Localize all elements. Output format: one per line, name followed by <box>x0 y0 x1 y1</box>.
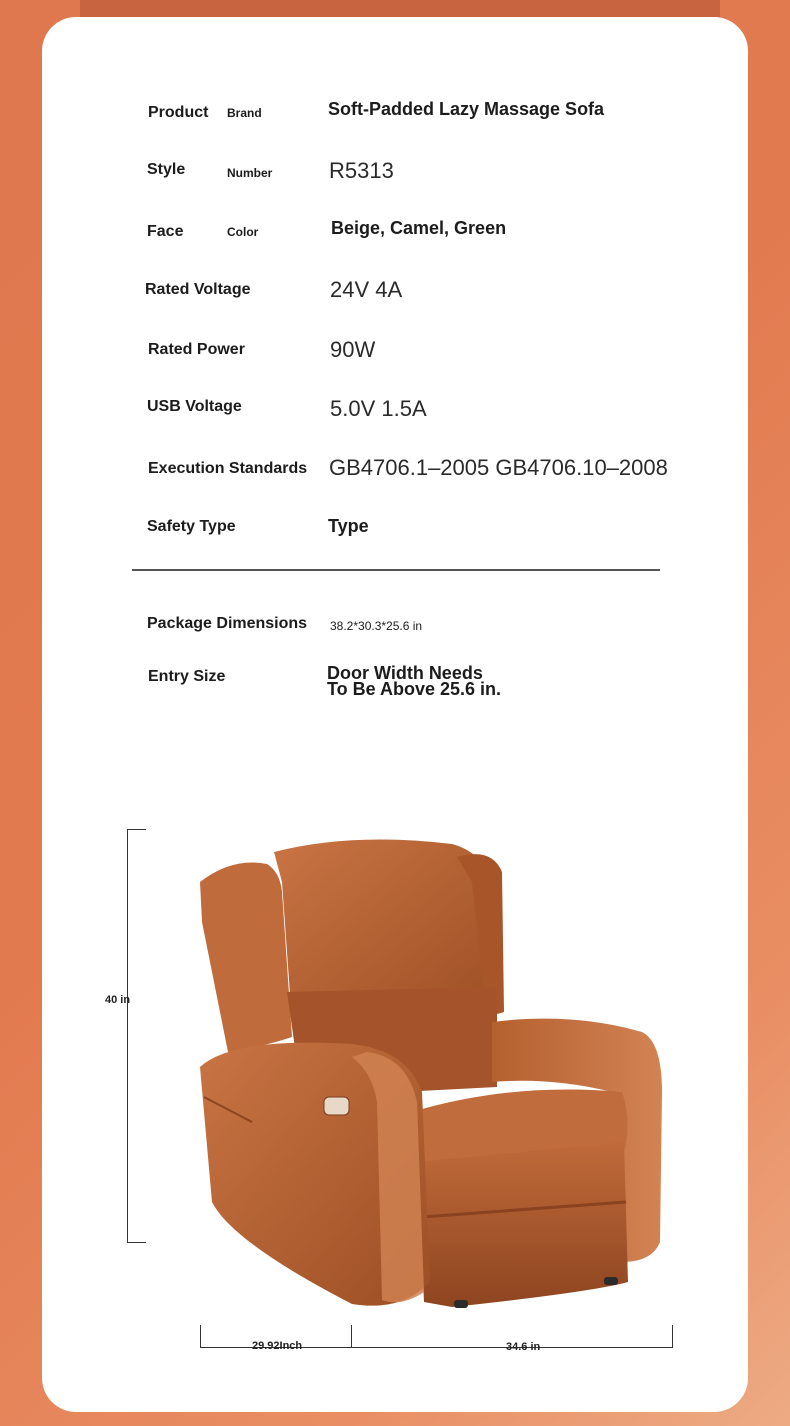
depth-dimension-label: 29.92Inch <box>252 1340 303 1352</box>
package-dimensions-label: Package Dimensions <box>147 615 308 632</box>
rated-power-label: Rated Power <box>148 341 245 358</box>
rated-power-value: 90W <box>330 337 376 362</box>
spec-card <box>42 17 748 1412</box>
face-sub-label: Color <box>227 225 259 239</box>
height-dimension-top-tick <box>127 829 146 830</box>
product-value: Soft-Padded Lazy Massage Sofa <box>328 99 605 119</box>
entry-size-label: Entry Size <box>148 668 226 685</box>
recliner-chair-image <box>192 822 672 1312</box>
package-dimensions-value: 38.2*30.3*25.6 in <box>330 619 423 633</box>
background-chair-strip <box>80 0 720 18</box>
style-label: Style <box>147 161 186 178</box>
height-dimension-label: 40 in <box>105 994 131 1006</box>
face-label: Face <box>147 223 184 240</box>
width-dimension-right-tick <box>672 1325 673 1348</box>
width-dimension-left-tick <box>200 1325 201 1348</box>
product-label: Product <box>148 104 209 121</box>
usb-voltage-label: USB Voltage <box>147 398 242 415</box>
product-sub-label: Brand <box>227 106 262 120</box>
usb-voltage-value: 5.0V 1.5A <box>330 396 427 421</box>
execution-standards-value: GB4706.1–2005 GB4706.10–2008 <box>329 455 668 480</box>
style-value: R5313 <box>329 158 394 183</box>
execution-standards-label: Execution Standards <box>148 460 308 477</box>
face-value: Beige, Camel, Green <box>331 218 507 238</box>
section-divider <box>132 569 660 571</box>
height-dimension-line <box>127 829 128 1243</box>
width-dimension-mid-tick <box>351 1325 352 1348</box>
entry-size-value-line2: To Be Above 25.6 in. <box>327 679 502 699</box>
safety-type-value: Type <box>328 516 369 536</box>
rated-voltage-value: 24V 4A <box>330 277 403 302</box>
rated-voltage-label: Rated Voltage <box>145 281 251 298</box>
entry-size-value-line1: Door Width Needs <box>327 663 483 683</box>
safety-type-label: Safety Type <box>147 518 236 535</box>
height-dimension-bottom-tick <box>127 1242 146 1243</box>
width-dimension-label: 34.6 in <box>506 1341 541 1353</box>
style-sub-label: Number <box>227 166 273 180</box>
